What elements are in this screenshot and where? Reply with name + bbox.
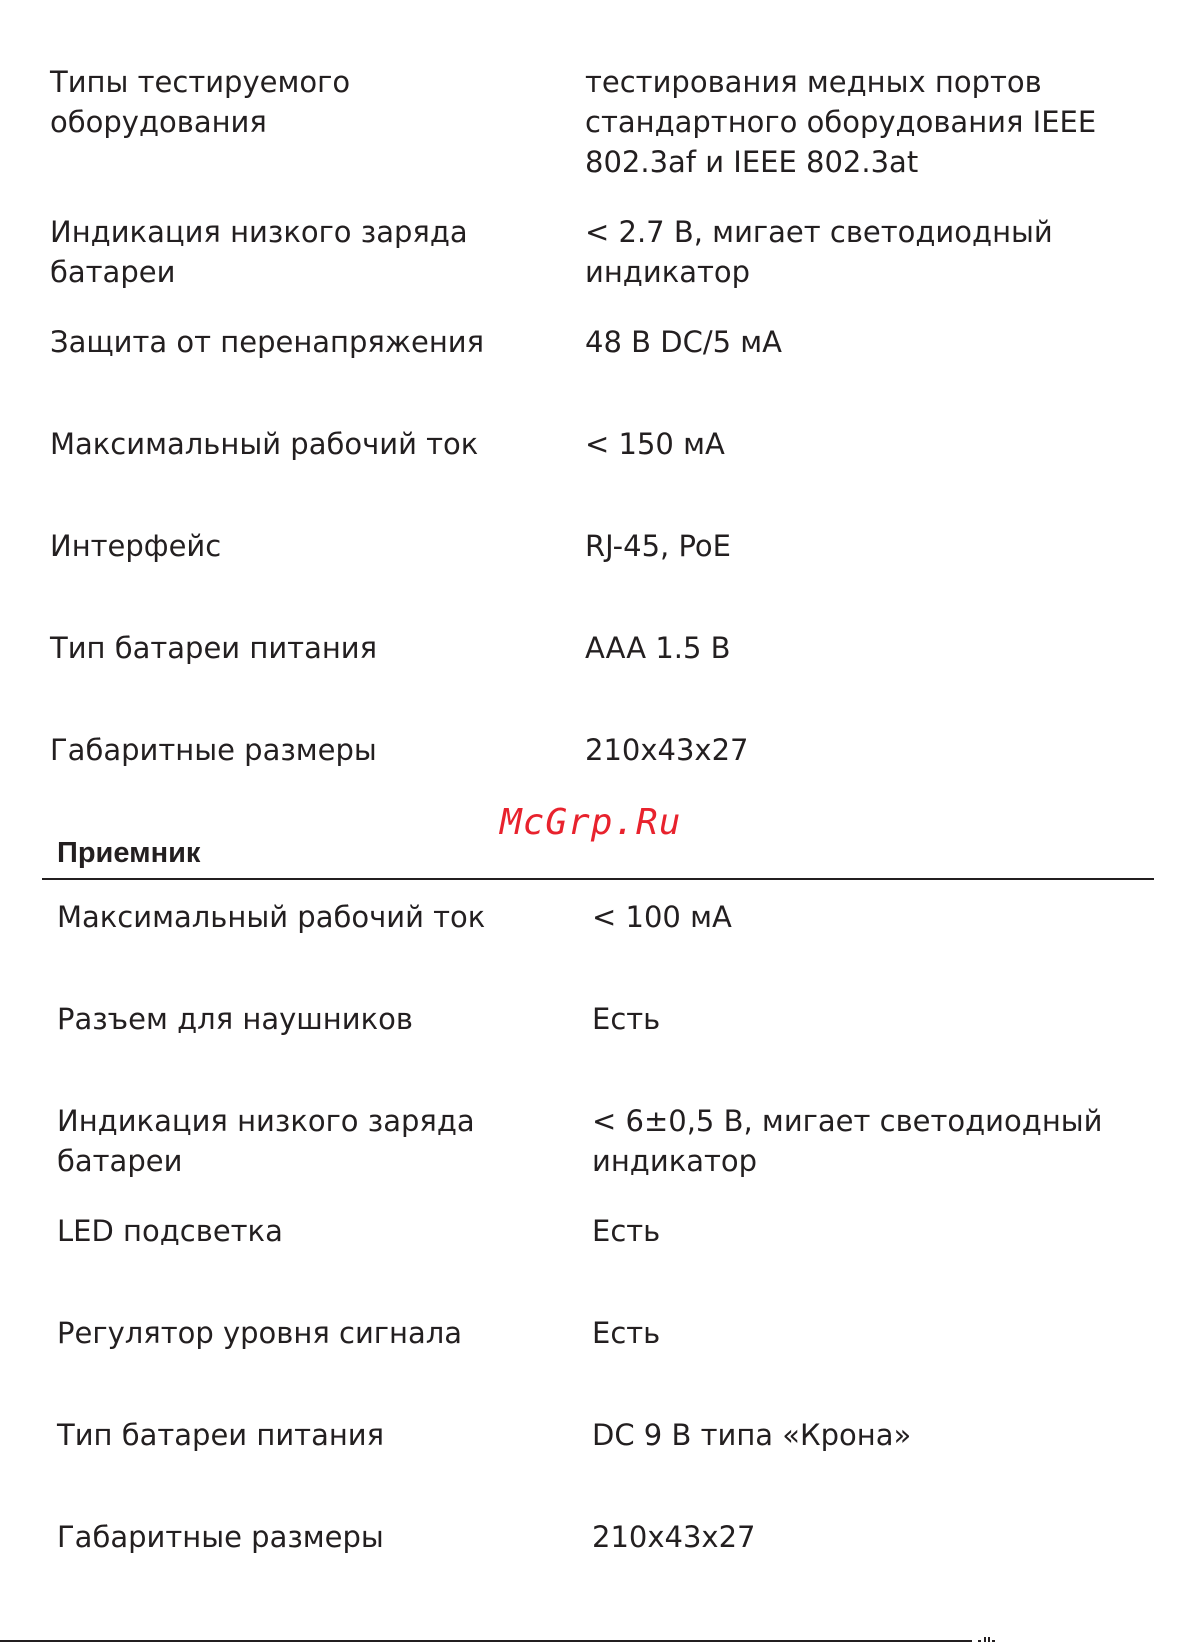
spec-value: Есть bbox=[592, 1214, 661, 1248]
spec-label: Интерфейс bbox=[50, 529, 222, 563]
spec-value: < 150 мА bbox=[585, 427, 725, 461]
page-bottom-rule bbox=[0, 1640, 972, 1642]
spec-value: RJ-45, PoE bbox=[585, 529, 731, 563]
spec-label: Габаритные размеры bbox=[50, 733, 377, 767]
spec-label: Типы тестируемого оборудования bbox=[50, 65, 351, 139]
spec-label: Тип батареи питания bbox=[57, 1418, 385, 1452]
spec-value: Есть bbox=[592, 1316, 661, 1350]
spec-value: DC 9 В типа «Крона» bbox=[592, 1418, 912, 1452]
spec-label: Регулятор уровня сигнала bbox=[57, 1316, 463, 1350]
spec-value: 210x43x27 bbox=[585, 733, 749, 767]
spec-label: Максимальный рабочий ток bbox=[57, 900, 486, 934]
spec-label: Индикация низкого заряда батареи bbox=[50, 215, 468, 289]
spec-value: Есть bbox=[592, 1002, 661, 1036]
spec-label: LED подсветка bbox=[57, 1214, 283, 1248]
watermark: McGrp.Ru bbox=[500, 802, 682, 843]
spec-label: Индикация низкого заряда батареи bbox=[57, 1104, 475, 1178]
spec-value: < 2.7 В, мигает светодиодный индикатор bbox=[585, 215, 1053, 289]
section-title-receiver: Приемник bbox=[57, 837, 201, 869]
spec-label: Разъем для наушников bbox=[57, 1002, 413, 1036]
spec-value: тестирования медных портов стандартного оборудования IEEE 802.3af и IEEE 802.3at bbox=[585, 65, 1097, 179]
spec-value: AAA 1.5 В bbox=[585, 631, 731, 665]
spec-value: < 100 мА bbox=[592, 900, 732, 934]
spec-label: Тип батареи питания bbox=[50, 631, 378, 665]
spec-value: < 6±0,5 В, мигает светодиодный индикатор bbox=[592, 1104, 1103, 1178]
spec-value: 48 В DC/5 мА bbox=[585, 325, 782, 359]
spec-label: Максимальный рабочий ток bbox=[50, 427, 479, 461]
spec-value: 210x43x27 bbox=[592, 1520, 756, 1554]
section-divider bbox=[42, 878, 1154, 880]
crop-marks-icon bbox=[978, 1636, 998, 1642]
spec-label: Габаритные размеры bbox=[57, 1520, 384, 1554]
spec-label: Защита от перенапряжения bbox=[50, 325, 485, 359]
